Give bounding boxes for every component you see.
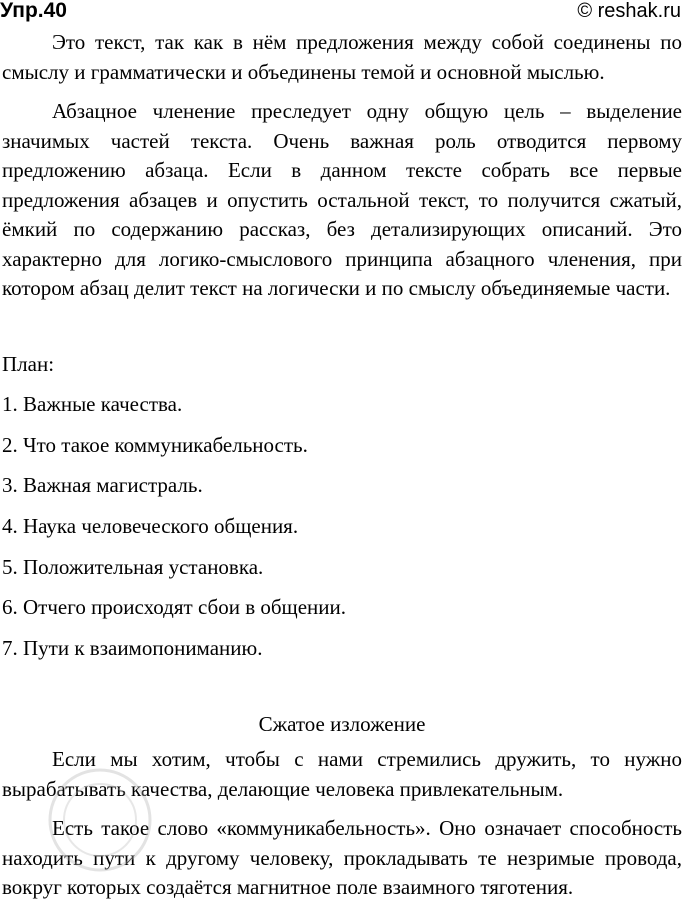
plan-item: 2. Что такое коммуникабельность.	[2, 432, 308, 457]
answer-paragraph: Абзацное членение преследует одну общую цель – выделение значимых частей текста. Очень важная роль отводится первому предложению абзаца. Если в данном тексте собрать все первые предложения абзацев и опустить остальной текст, то получится сжатый, ёмкий по содержанию рассказ, без детализирующих описаний. Это характерно для логико-смыслового принципа абзацного членения, при котором абзац делит текст на логически и по смыслу объединяемые части.	[2, 99, 682, 300]
copyright-label: © reshak.ru	[577, 0, 681, 22]
plan-item: 3. Важная магистраль.	[2, 473, 203, 498]
plan-item: 7. Пути к взаимопониманию.	[2, 636, 263, 661]
page-header	[0, 0, 683, 26]
summary-paragraph: Есть такое слово «коммуникабельность». Оно означает способность находить пути к другому человеку, прокладывать те незримые провода, вокруг которых создаётся магнитное поле взаимного тяготения.	[2, 816, 682, 900]
plan-heading: План:	[2, 351, 55, 376]
plan-item: 1. Важные качества.	[2, 392, 183, 416]
plan-item: 5. Положительная установка.	[2, 554, 264, 579]
plan-list	[2, 390, 682, 664]
plan-item: 4. Наука человеческого общения.	[2, 514, 299, 539]
answer-paragraph: Это текст, так как в нём предложения между собой соединены по смыслу и грамматически и объединены темой и основной мыслью.	[2, 30, 682, 84]
summary-title: Сжатое изложение	[258, 711, 426, 736]
summary-paragraph: Если мы хотим, чтобы с нами стремились дружить, то нужно вырабатывать качества, делающие человека привлекательным.	[2, 747, 682, 801]
document-body	[2, 28, 682, 903]
exercise-title: Упр.40	[0, 0, 67, 22]
plan-item: 6. Отчего происходят сбои в общении.	[2, 595, 347, 620]
